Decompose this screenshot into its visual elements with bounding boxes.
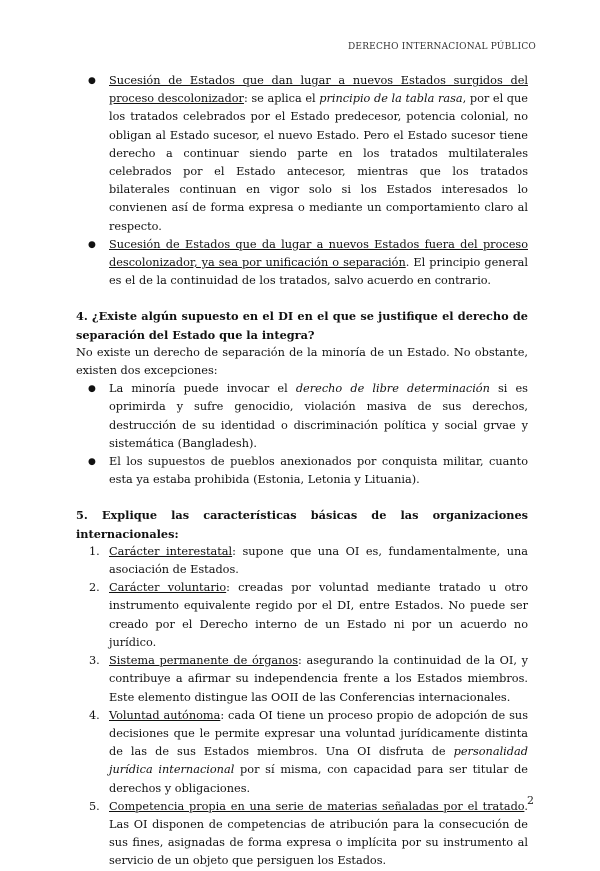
item-underlined-text: Sistema permanente de órganos (109, 654, 299, 668)
item-text: si es oprimirda y sufre genocidio, violación masiva de sus derechos, destrucción de su identidad o discriminación política y social grvae y sistemática (Bangladesh). (109, 382, 528, 450)
item-text: La minoría puede invocar el (109, 382, 296, 396)
succession-list (76, 72, 528, 290)
page-number: 2 (527, 794, 534, 807)
item-number: 1. (89, 544, 100, 558)
list-item (76, 798, 528, 871)
item-number: 5. (89, 799, 100, 813)
list-item (76, 579, 528, 652)
section-5-heading: 5. Explique las características básicas de las organizaciones internacionales: (76, 508, 528, 541)
bullet-icon: ● (88, 384, 96, 395)
item-text: : supone que una OI es, fundamentalmente, una asociación de Estados. (109, 544, 529, 577)
item-underlined-text: Sucesión de Estados que da lugar a nuevos Estados fuera del proceso descolonizador, ya sea por unificación o separación (109, 237, 528, 270)
bullet-icon: ● (88, 239, 96, 250)
item-underlined-text: Carácter voluntario (109, 581, 227, 595)
item-text: . Las OI disponen de competencias de atribución para la consecución de sus fines, asignadas de forma expresa o implícita por su instrumento al servicio de un objeto que persiguen los Estados. (109, 799, 528, 868)
item-italic-text: principio de la tabla rasa (319, 92, 463, 106)
item-underlined-text: Sucesión de Estados que dan lugar a nuevos Estados surgidos del proceso descolonizador (109, 74, 528, 106)
item-text: : se aplica el (243, 92, 320, 106)
list-item (76, 707, 528, 798)
item-text: : creadas por voluntad mediante tratado u otro instrumento equivalente regido por el DI, entre Estados. No puede ser creado por el Derecho interno de un Estado ni por un acuerdo no jurídico. (109, 581, 529, 649)
item-text: : asegurando la continuidad de la OI, y contribuye a afirmar su independencia frente a los Estados miembros. Este elemento distingue las OOII de las Conferencias internacionales. (109, 654, 529, 704)
list-item (76, 380, 528, 453)
item-text: : cada OI tiene un proceso propio de adopción de sus decisiones que le permite expresar una voluntad jurídicamente distinta de las de sus Estados miembros. Una OI disfruta de (109, 708, 528, 759)
section-4-heading: 4. ¿Existe algún supuesto en el DI en el que se justifique el derecho de separación del Estado que la integra? (76, 309, 528, 342)
item-underlined-text: Competencia propia en una serie de materias señaladas por el tratado (109, 799, 525, 813)
item-text: El los supuestos de pueblos anexionados por conquista militar, cuanto esta ya estaba prohibida (Estonia, Letonia y Lituania). (109, 455, 528, 487)
item-italic-text: derecho de libre determinación (295, 382, 490, 396)
list-item (76, 652, 528, 707)
item-text: , por el que los tratados celebrados por el Estado predecesor, potencia colonial, no obligan al Estado sucesor, el nuevo Estado. Pero el Estado sucesor tiene derecho a continuar siendo parte en los tratados multilaterales celebrados por el Estado antecesor, mientras que los tratados bilaterales continuan en vigor solo si los Estados interesados lo convienen así de forma expresa o mediante un comportamiento claro al respecto. (109, 92, 528, 233)
list-item (76, 453, 528, 489)
page-content (76, 72, 528, 871)
bullet-icon: ● (88, 457, 96, 468)
item-number: 3. (89, 654, 100, 668)
characteristics-list (76, 543, 528, 871)
item-underlined-text: Voluntad autónoma (109, 708, 221, 722)
item-text: . El principio general es el de la continuidad de los tratados, salvo acuerdo en contrario. (109, 256, 528, 288)
running-header: DERECHO INTERNACIONAL PÚBLICO (348, 42, 536, 52)
item-number: 4. (89, 708, 100, 722)
list-item (76, 236, 528, 291)
item-italic-text: personalidad jurídica internacional (109, 745, 528, 777)
bullet-icon: ● (88, 76, 96, 86)
exceptions-list (76, 380, 528, 489)
list-item (76, 72, 528, 236)
item-number: 2. (89, 581, 100, 595)
list-item (76, 543, 528, 579)
item-underlined-text: Carácter interestatal (109, 544, 233, 558)
section-4-intro: No existe un derecho de separación de la minoría de un Estado. No obstante, existen dos excepciones: (76, 345, 528, 378)
item-text: por sí misma, con capacidad para ser titular de derechos y obligaciones. (109, 763, 528, 795)
